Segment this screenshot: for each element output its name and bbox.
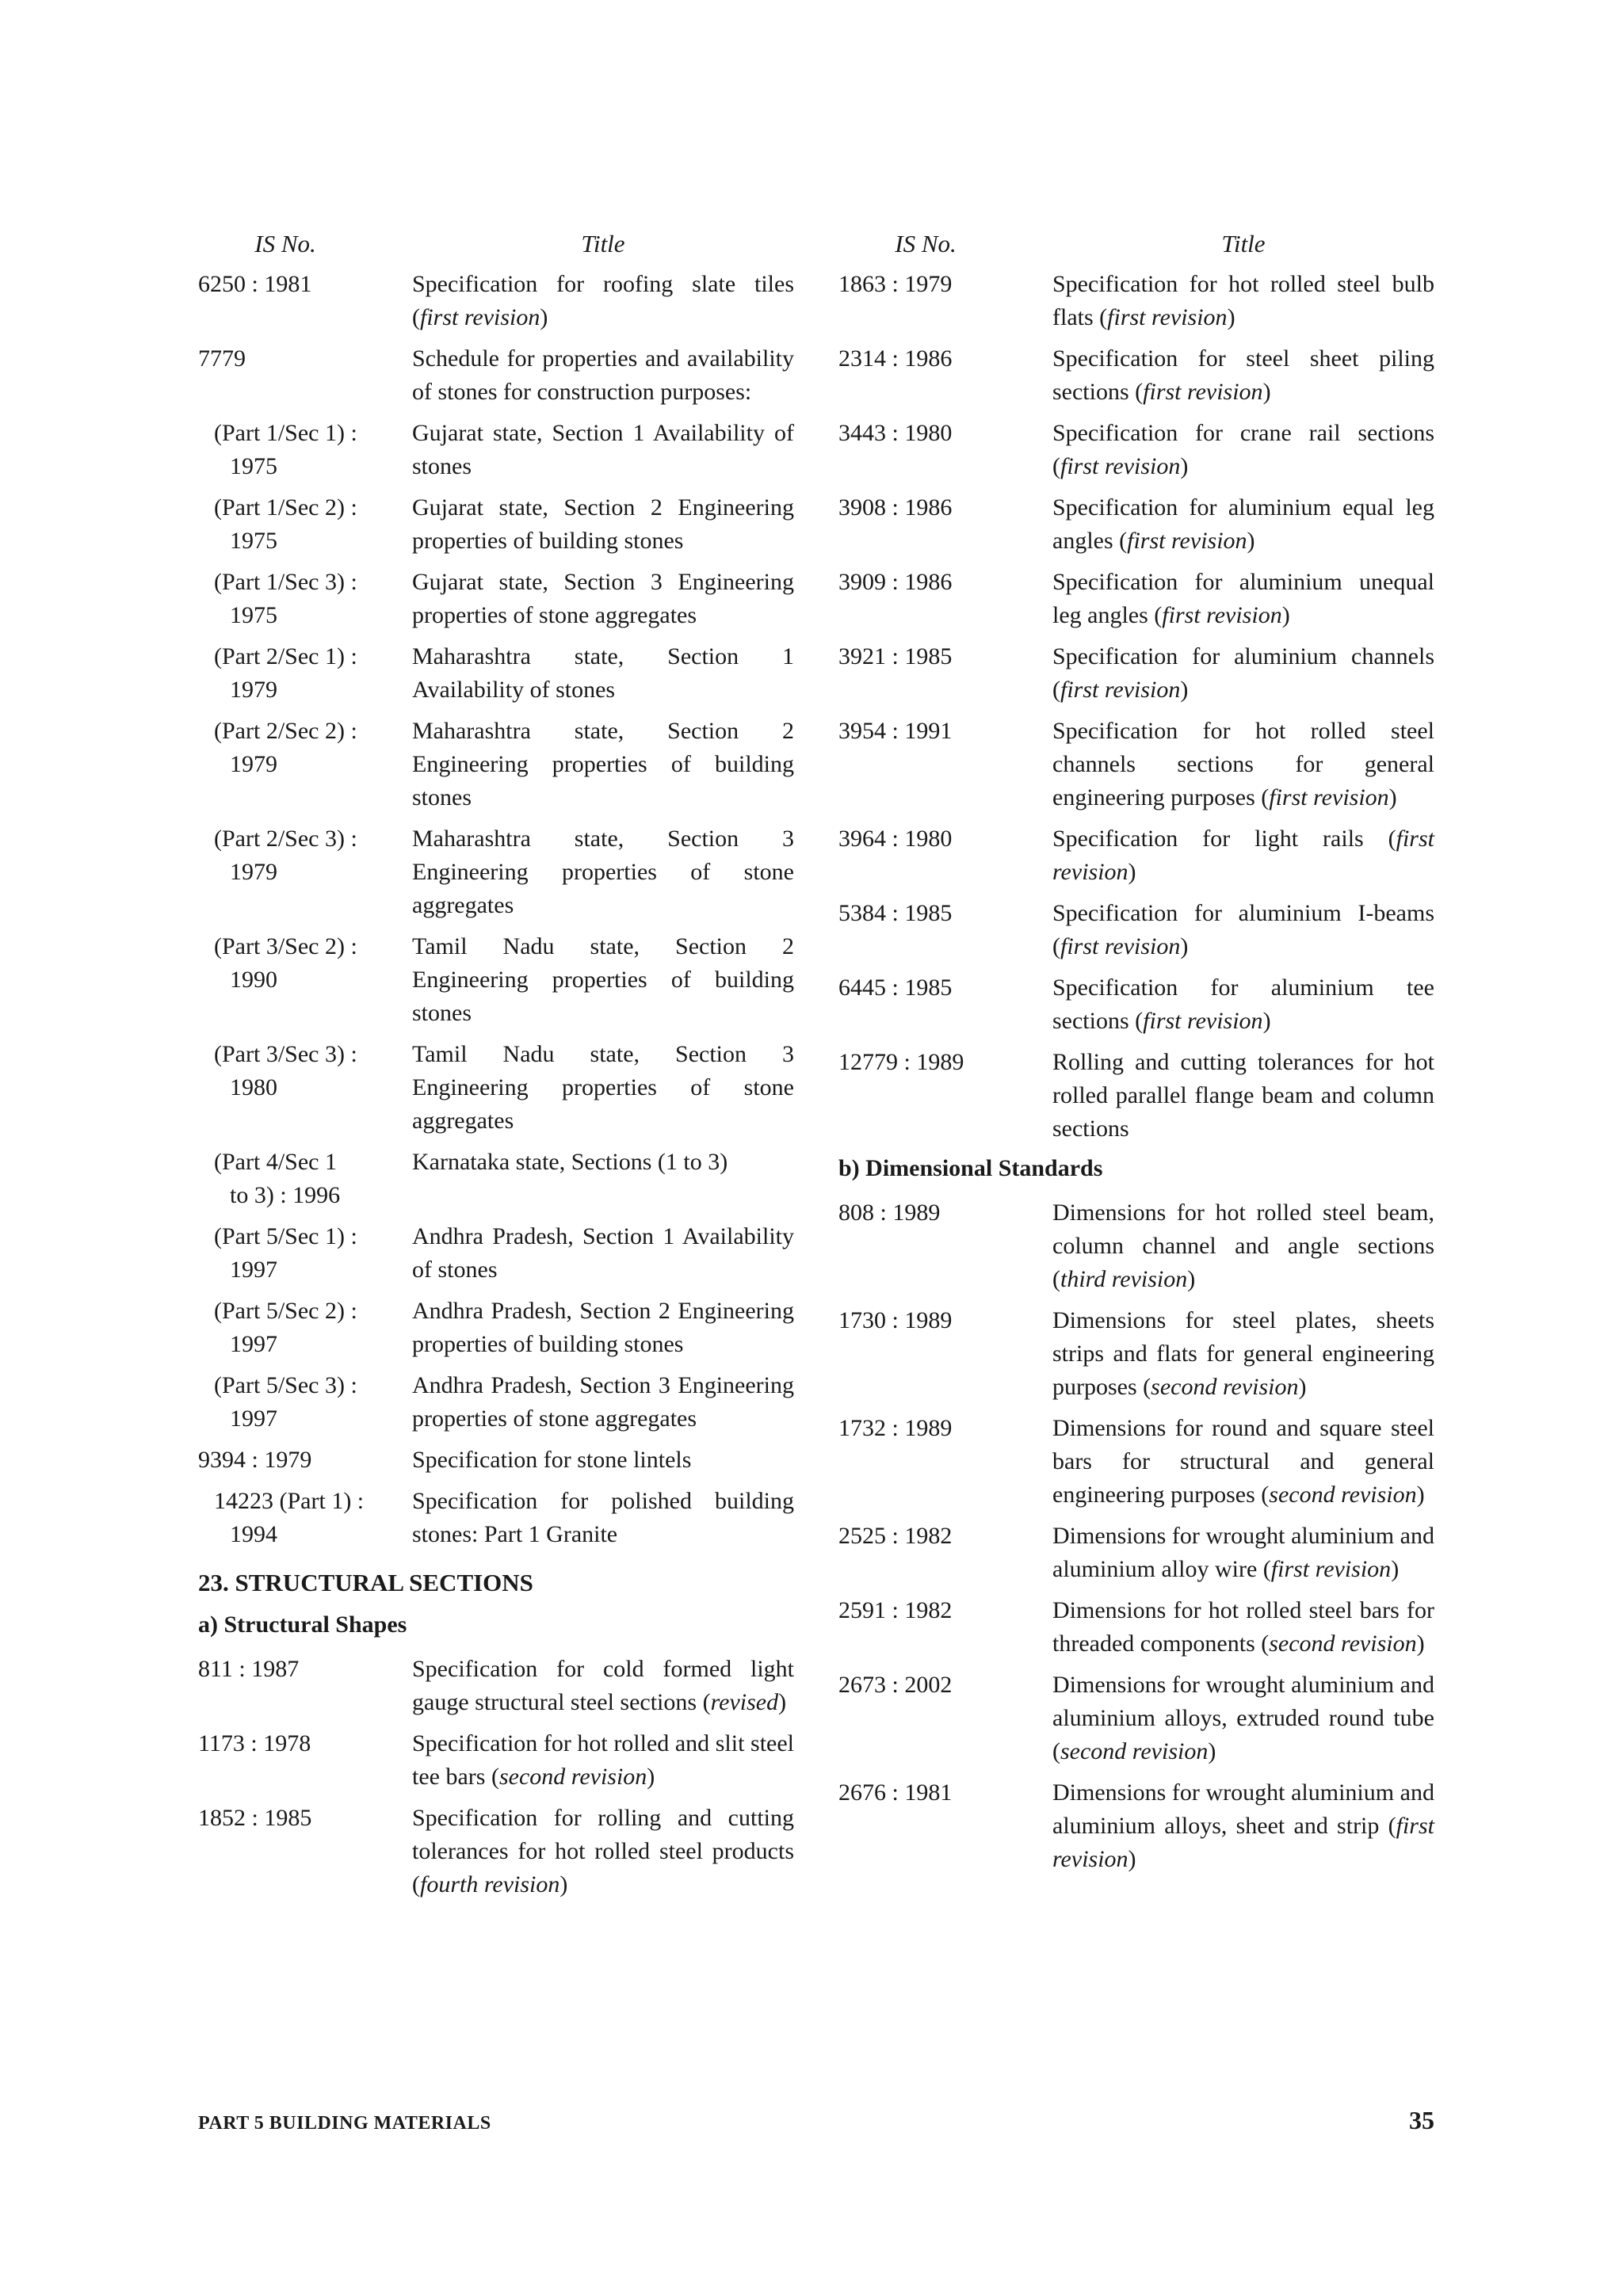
entry-list [198,1653,794,1901]
standard-title [412,822,794,922]
standard-title: Dimensions for hot rolled steel bars for threaded components (second revision) [1052,1597,1434,1657]
is-number [198,822,412,922]
standard-title: Specification for aluminium unequal leg angles (first revision) [1052,569,1434,628]
is-number-line: 1173 : 1978 [198,1730,311,1756]
standard-entry [198,566,794,632]
is-number-line: 3954 : 1991 [838,718,953,744]
is-number [838,417,1052,483]
is-number [198,1653,412,1719]
title-text: Rolling and cutting tolerances for hot rolled parallel flange beam and column sections [1052,1049,1434,1142]
standard-entry [838,1046,1434,1146]
standard-title [412,566,794,632]
column-header [838,230,1434,261]
title-text: Specification for crane rail sections [1052,420,1434,446]
is-number-year: 1997 [230,1405,277,1432]
title-text: Specification for hot rolled steel channels sections for general engineering purposes [1052,718,1434,810]
subsection-title: b) Dimensional Standards [838,1155,1103,1181]
revision-note: third revision [1060,1266,1188,1292]
standard-entry [838,971,1434,1038]
footer-part-label: PART 5 BUILDING MATERIALS [198,2113,491,2134]
is-number [838,1196,1052,1296]
is-number [198,342,412,409]
revision-note: first revision [420,304,540,330]
revision-note: first revision [1060,677,1181,703]
standard-title: Specification for aluminium tee sections (first revision) [1052,974,1434,1034]
standard-title [1052,1046,1434,1146]
standard-title [412,491,794,558]
standard-entry [198,268,794,334]
is-number-line: (Part 3/Sec 3) : [214,1041,357,1067]
title-text: Specification for polished building stones: Part 1 Granite [412,1488,794,1547]
title-text: Specification for cold formed light gauge structural steel sections [412,1656,794,1715]
is-number-line: 3909 : 1986 [838,569,953,595]
title-text: Andhra Pradesh, Section 2 Engineering properties of building stones [412,1298,794,1357]
is-number [838,1776,1052,1876]
revision-note: second revision [1269,1482,1417,1508]
title-text: Schedule for properties and availability of stones for construction purposes: [412,345,794,405]
is-number [838,342,1052,409]
entry-list [838,268,1434,1146]
is-number [838,822,1052,889]
title-text: Gujarat state, Section 1 Availability of stones [412,420,794,479]
is-number-year: 1979 [230,859,277,885]
is-number-line: (Part 5/Sec 1) : [214,1223,357,1249]
standard-title [412,1038,794,1138]
title-text: Specification for steel sheet piling sections [1052,345,1434,405]
revision-note: second revision [1269,1630,1417,1657]
title-text: Maharashtra state, Section 3 Engineering properties of stone aggregates [412,826,794,918]
is-number [198,640,412,707]
standard-entry [838,417,1434,483]
is-number-line: (Part 2/Sec 1) : [214,643,357,669]
revision-note: first revision [1269,784,1389,810]
section-title: 23. STRUCTURAL SECTIONS [198,1569,533,1596]
is-number-year: 1979 [230,677,277,703]
title-text: Dimensions for steel plates, sheets strips and flats for general engineering purposes [1052,1307,1434,1400]
standard-entry [838,491,1434,558]
right-column [838,230,1434,1884]
standard-entry [838,715,1434,814]
title-text: Specification for aluminium channels [1052,643,1434,669]
revision-note: first revision [1052,1813,1434,1872]
standard-entry [838,822,1434,889]
standard-title: Specification for aluminium channels (first revision) [1052,643,1434,703]
title-text: Specification for aluminium I-beams [1052,900,1434,926]
title-text: Gujarat state, Section 2 Engineering properties of building stones [412,494,794,554]
is-number [198,1444,412,1477]
title-text: Tamil Nadu state, Section 2 Engineering properties of building stones [412,933,794,1026]
revision-note: second revision [1060,1738,1209,1764]
is-number-line: 2591 : 1982 [838,1597,953,1623]
is-number-line: (Part 1/Sec 1) : [214,420,357,446]
is-number-line: 14223 (Part 1) : [214,1488,365,1514]
is-number-year: to 3) : 1996 [230,1182,341,1208]
is-number [198,268,412,334]
is-number-year: 1975 [230,602,277,628]
title-text: Dimensions for round and square steel bars for structural and general engineering purposes [1052,1415,1434,1508]
is-number-year: 1980 [230,1074,277,1100]
title-text: Karnataka state, Sections (1 to 3) [412,1149,728,1175]
title-text: Dimensions for hot rolled steel bars for threaded components [1052,1597,1434,1657]
standard-title [412,640,794,707]
is-number-line: 3443 : 1980 [838,420,953,446]
standard-title [412,342,794,409]
title-text: Specification for aluminium tee sections [1052,974,1434,1034]
standard-entry [838,640,1434,707]
is-number [198,566,412,632]
is-number [198,491,412,558]
title-text: Specification for aluminium equal leg angles [1052,494,1434,554]
is-number-line: 6250 : 1981 [198,271,312,297]
header-title: Title [581,230,625,257]
standard-entry [198,1038,794,1138]
revision-note: revised [710,1689,779,1715]
is-number [198,417,412,483]
standard-title: Dimensions for round and square steel bars for structural and general engineering purposes (second revision) [1052,1415,1434,1508]
is-number [198,715,412,814]
is-number-line: 2525 : 1982 [838,1523,953,1549]
standard-title: Specification for steel sheet piling sections (first revision) [1052,345,1434,405]
standard-title: Specification for aluminium equal leg angles (first revision) [1052,494,1434,554]
standard-title: Specification for hot rolled and slit steel tee bars (second revision) [412,1730,794,1790]
is-number-line: 1863 : 1979 [838,271,953,297]
standard-title: Dimensions for wrought aluminium and aluminium alloy wire (first revision) [1052,1523,1434,1582]
is-number-line: (Part 4/Sec 1 [214,1149,337,1175]
is-number-line: 5384 : 1985 [838,900,953,926]
title-text: Dimensions for hot rolled steel beam, column channel and angle sections [1052,1199,1434,1259]
is-number [198,1485,412,1551]
standard-entry [198,822,794,922]
standard-entry [838,1196,1434,1296]
title-text: Dimensions for wrought aluminium and aluminium alloy wire [1052,1523,1434,1582]
title-text: Specification for roofing slate tiles [412,271,794,297]
header-title: Title [1221,230,1266,257]
left-column [198,230,794,1909]
is-number [198,1038,412,1138]
is-number [838,897,1052,963]
is-number [198,1802,412,1901]
page-footer [198,2106,1434,2135]
is-number [838,715,1052,814]
title-text: Tamil Nadu state, Section 3 Engineering properties of stone aggregates [412,1041,794,1134]
is-number-line: (Part 1/Sec 3) : [214,569,357,595]
is-number-line: 3921 : 1985 [838,643,953,669]
title-text: Specification for hot rolled and slit steel tee bars [412,1730,794,1790]
is-number [838,1412,1052,1512]
header-is-no: IS No. [254,230,316,257]
is-number-line: 1730 : 1989 [838,1307,953,1333]
standard-title [412,930,794,1030]
is-number-line: 2314 : 1986 [838,345,953,372]
standard-entry [838,268,1434,334]
title-text: Specification for light rails [1052,826,1364,852]
title-text: Specification for hot rolled steel bulb flats [1052,271,1434,330]
standard-entry [198,1802,794,1901]
revision-note: fourth revision [420,1871,560,1897]
standard-entry [838,897,1434,963]
standard-entry [198,1369,794,1436]
is-number-line: (Part 3/Sec 2) : [214,933,357,959]
standard-entry [198,1444,794,1477]
is-number-line: 1732 : 1989 [838,1415,953,1441]
is-number-line: 2676 : 1981 [838,1779,953,1806]
standard-title [412,715,794,814]
is-number [198,1146,412,1212]
standard-title: Dimensions for hot rolled steel beam, column channel and angle sections (third revision) [1052,1199,1434,1292]
standard-title [412,1369,794,1436]
standard-entry [198,1295,794,1361]
standard-title [412,1146,794,1212]
is-number-line: 811 : 1987 [198,1656,300,1682]
title-text: Maharashtra state, Section 1 Availability of stones [412,643,794,703]
standard-entry [838,1594,1434,1661]
is-number [838,1046,1052,1146]
is-number-year: 1997 [230,1257,277,1283]
is-number-year: 1997 [230,1331,277,1357]
title-text: Andhra Pradesh, Section 3 Engineering properties of stone aggregates [412,1372,794,1432]
standard-entry [838,1669,1434,1768]
revision-note: first revision [1162,602,1282,628]
standard-title: Specification for crane rail sections (first revision) [1052,420,1434,479]
is-number-line: 808 : 1989 [838,1199,941,1226]
standard-title: Dimensions for wrought aluminium and aluminium alloys, extruded round tube (second revision) [1052,1672,1434,1764]
is-number [838,1594,1052,1661]
column-header [198,230,794,261]
page-number: 35 [1409,2106,1434,2134]
standard-entry [198,715,794,814]
revision-note: first revision [1107,304,1228,330]
is-number [838,566,1052,632]
entry-list [838,1196,1434,1876]
is-number-year: 1975 [230,453,277,479]
standard-title [412,1444,794,1477]
is-number [838,491,1052,558]
standard-title [412,417,794,483]
standard-entry [838,1520,1434,1586]
title-text: Specification for aluminium unequal leg angles [1052,569,1434,628]
standard-entry [198,491,794,558]
is-number-line: 12779 : 1989 [838,1049,964,1075]
is-number [198,1369,412,1436]
is-number-line: 7779 [198,345,246,372]
is-number [838,1520,1052,1586]
is-number-year: 1979 [230,751,277,777]
revision-note: first revision [1060,453,1181,479]
standard-title: Specification for hot rolled steel bulb flats (first revision) [1052,271,1434,330]
is-number [838,268,1052,334]
standard-title: Dimensions for steel plates, sheets strips and flats for general engineering purposes (second revision) [1052,1307,1434,1400]
revision-note: first revision [1143,379,1263,405]
is-number [198,930,412,1030]
revision-note: first revision [1052,826,1434,885]
standard-entry [198,1485,794,1551]
is-number-line: 3964 : 1980 [838,826,953,852]
title-text: Gujarat state, Section 3 Engineering properties of stone aggregates [412,569,794,628]
is-number [838,1304,1052,1404]
standard-entry [198,1653,794,1719]
standard-title: Specification for roofing slate tiles (first revision) [412,271,794,330]
title-text: Maharashtra state, Section 2 Engineering properties of building stones [412,718,794,810]
standard-entry [198,1146,794,1212]
standard-title [412,1220,794,1287]
revision-note: second revision [1151,1374,1299,1400]
is-number [838,1669,1052,1768]
standard-entry [838,566,1434,632]
standard-title: Specification for light rails (first revision) [1052,826,1434,885]
standard-entry [838,1304,1434,1404]
is-number [838,640,1052,707]
standard-entry [198,640,794,707]
standard-entry [838,1412,1434,1512]
is-number-line: 9394 : 1979 [198,1447,312,1473]
is-number-year: 1990 [230,967,277,993]
entry-list [198,268,794,1551]
is-number [198,1295,412,1361]
standard-title [412,1295,794,1361]
standard-title: Specification for rolling and cutting tolerances for hot rolled steel products (fourth revision) [412,1805,794,1897]
title-text: Dimensions for wrought aluminium and aluminium alloys, extruded round tube [1052,1672,1434,1731]
title-text: Dimensions for wrought aluminium and aluminium alloys, sheet and strip [1052,1779,1434,1839]
is-number-line: (Part 2/Sec 3) : [214,826,357,852]
standard-entry [198,417,794,483]
standard-entry [198,1220,794,1287]
header-is-no: IS No. [895,230,957,257]
is-number-line: (Part 1/Sec 2) : [214,494,357,521]
title-text: Specification for stone lintels [412,1447,692,1473]
is-number-line: 1852 : 1985 [198,1805,312,1831]
is-number-line: (Part 5/Sec 3) : [214,1372,357,1398]
is-number-year: 1994 [230,1521,277,1547]
standard-title [412,1485,794,1551]
standard-entry [198,342,794,409]
revision-note: second revision [498,1764,647,1790]
is-number-line: (Part 2/Sec 2) : [214,718,357,744]
standard-title: Dimensions for wrought aluminium and aluminium alloys, sheet and strip (first revision) [1052,1779,1434,1872]
is-number-line: (Part 5/Sec 2) : [214,1298,357,1324]
standard-entry [838,1776,1434,1876]
subsection-title: a) Structural Shapes [198,1611,407,1638]
standard-entry [198,1727,794,1794]
is-number [838,971,1052,1038]
revision-note: first revision [1270,1556,1392,1582]
standard-title: Specification for cold formed light gauge structural steel sections (revised) [412,1656,794,1715]
standard-entry [838,342,1434,409]
is-number-line: 3908 : 1986 [838,494,953,521]
revision-note: first revision [1060,933,1181,959]
is-number-line: 2673 : 2002 [838,1672,953,1698]
title-text: Specification for rolling and cutting tolerances for hot rolled steel products [412,1805,794,1864]
is-number-line: 6445 : 1985 [838,974,953,1001]
is-number-year: 1975 [230,528,277,554]
standard-title: Specification for aluminium I-beams (first revision) [1052,900,1434,959]
revision-note: first revision [1143,1008,1263,1034]
revision-note: first revision [1127,528,1247,554]
standard-entry [198,930,794,1030]
title-text: Andhra Pradesh, Section 1 Availability of stones [412,1223,794,1283]
standard-title: Specification for hot rolled steel channels sections for general engineering purposes (first revision) [1052,718,1434,810]
is-number [198,1220,412,1287]
is-number [198,1727,412,1794]
